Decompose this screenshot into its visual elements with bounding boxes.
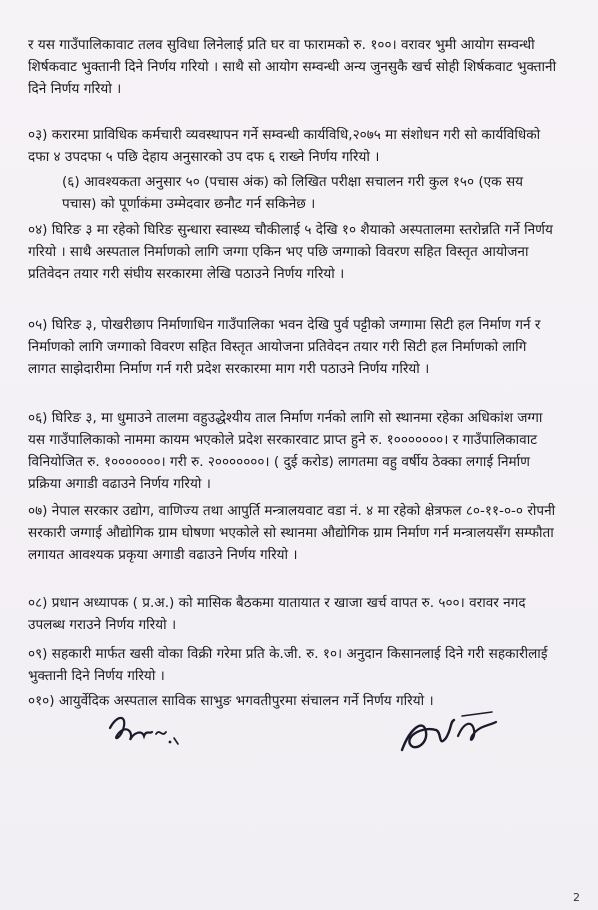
- signature-right-icon: [392, 708, 512, 764]
- paragraph-010: ०१०) आयुर्वेदिक अस्पताल साविक साभुङ भगवतीपुरमा संचालन गर्ने निर्णय गरियो ।: [28, 693, 434, 709]
- paragraph-05: ०५) घिरिङ ३, पोखरीछाप निर्माणाधिन गाउँपालिका भवन देखि पुर्व पट्टीको जग्गामा सिटी हल निर्माण गर्न र निर्माणको लागि जग्गाको विवरण सहित विस्तृत आयोजना प्रतिवेदन तयार गरी सिटी हल निर्माणको लागि लागत साझेदारीमा निर्माण गर्न गरी प्रदेश सरकारमा माग गरी पठाउने निर्णय गरियो ।: [28, 317, 541, 377]
- paragraph-09: ०९) सहकारी मार्फत खसी वोका विक्री गरेमा प्रति के.जी. रु. १०। अनुदान किसानलाई दिने गरी सहकारीलाई भुक्तानी दिने निर्णय गरियो ।: [28, 646, 548, 684]
- page-number: 2: [573, 891, 580, 904]
- paragraph-06: ०६) घिरिङ ३, मा धुमाउने तालमा वहुउद्धेश्यीय ताल निर्माण गर्नको लागि सो स्थानमा रहेका अधिकांश जग्गा यस गाउँपालिकाको नाममा कायम भएकोले प्रदेश सरकारवाट प्राप्त हुने रु. १०००००००। र गाउँपालिकावाट विनियोजित रु. १०००००००। गरी रु. २०००००००। ( दुई करोड) लागतमा वहु वर्षीय ठेक्का लगाई निर्माण प्रक्रिया अगाडी वढाउने निर्णय गरियो ।: [28, 410, 543, 492]
- paragraph-07: ०७) नेपाल सरकार उद्योग, वाणिज्य तथा आपुर्ति मन्त्रालयवाट वडा नं. ४ मा रहेको क्षेत्रफल ८०-११-०-० रोपनी सरकारी जग्गाई औद्योगिक ग्राम घोषणा भएकोले सो स्थानमा औद्योगिक ग्राम निर्माण गर्न मन्त्रालयसँग सम्फौता लगायत आवश्यक प्रकृया अगाडी वढाउने निर्णय गरियो ।: [28, 503, 556, 563]
- paragraph-03: ०३) करारमा प्राविधिक कर्मचारी व्यवस्थापन गर्ने सम्वन्धी कार्यविधि,२०७५ मा संशोधन गरी सो कार्यविधिको दफा ४ उपदफा ५ पछि देहाय अनुसारको उप दफ ६ राख्ने निर्णय गरियो ।: [28, 127, 541, 165]
- paragraph-continuation: र यस गाउँपालिकावाट तलव सुविधा लिनेलाई प्रति घर वा फारामको रु. १००। वरावर भुमी आयोग सम्वन्धी शिर्षकवाट भुक्तानी दिने निर्णय गरियो । साथै सो आयोग सम्वन्धी अन्य जुनसुकै खर्च सोही शिर्षकवाट भुक्तानी दिने निर्णय गरियो ।: [28, 37, 557, 97]
- signature-left-icon: [104, 708, 184, 754]
- paragraph-04: ०४) घिरिङ ३ मा रहेको घिरिङ सुन्धारा स्वास्थ्य चौकीलाई ५ देखि १० शैयाको अस्पतालमा स्तरोन्नति गर्ने निर्णय गरियो । साथै अस्पताल निर्माणको लागि जग्गा एकिन भए पछि जग्गाको विवरण सहित विस्तृत आयोजना प्रतिवेदन तयार गरी संघीय सरकारमा लेखि पठाउने निर्णय गरियो ।: [28, 222, 553, 282]
- paragraph-08: ०८) प्रधान अध्यापक ( प्र.अ.) को मासिक बैठकमा यातायात र खाजा खर्च वापत रु. ५००। वरावर नगद उपलब्ध गराउने निर्णय गरियो ।: [28, 595, 526, 633]
- paragraph-03-subclause-6: (६) आवश्यकता अनुसार ५० (पचास अंक) को लिखित परीक्षा सचालन गरी कुल १५० (एक सय पचास) को पूर्णाकंमा उम्मेदवार छनौट गर्न सकिनेछ ।: [62, 174, 524, 212]
